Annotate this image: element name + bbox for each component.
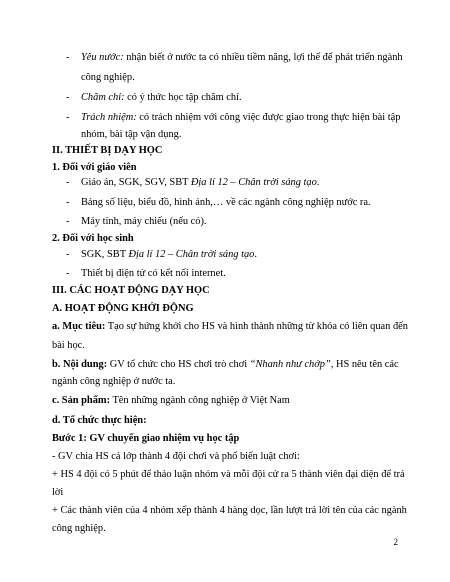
bullet-dash: - bbox=[66, 249, 70, 260]
bullet-dash: - bbox=[66, 52, 70, 63]
bullet-text: nhận biết ở nước ta có nhiều tiềm năng, lợi thế để phát triển ngành bbox=[123, 52, 403, 63]
goal-label: a. Mục tiêu: bbox=[52, 321, 106, 332]
section-heading-activities: III. CÁC HOẠT ĐỘNG DẠY HỌC bbox=[52, 285, 210, 296]
section-heading-equipment: II. THIẾT BỊ DẠY HỌC bbox=[52, 145, 163, 156]
item-text: Bảng số liệu, biểu đồ, hình ảnh,… về các ngành công nghiệp nước ra. bbox=[81, 197, 371, 208]
step-heading: Bước 1: GV chuyển giao nhiệm vụ học tập bbox=[52, 433, 240, 444]
student-item bbox=[81, 267, 226, 281]
content-text: , HS nêu tên các bbox=[330, 359, 399, 370]
item-text: SGK, SBT bbox=[81, 249, 129, 260]
bullet-responsibility bbox=[81, 111, 400, 125]
item-text: Giáo án, SGK, SGV, SBT bbox=[81, 177, 191, 188]
content-paragraph bbox=[52, 358, 399, 372]
content-text: GV tổ chức cho HS chơi trò chơi bbox=[107, 359, 250, 370]
product-label: c. Sản phẩm: bbox=[52, 395, 111, 406]
bullet-dash: - bbox=[66, 197, 70, 208]
student-item bbox=[81, 248, 257, 262]
bullet-dash: - bbox=[66, 268, 70, 279]
subheading-teacher: 1. Đối với giáo viên bbox=[52, 162, 137, 173]
bullet-dash: - bbox=[66, 216, 70, 227]
goal-text: Tạo sự hứng khởi cho HS và hình thành những từ khóa có liên quan đến bbox=[105, 321, 408, 332]
body-paragraph: + Các thành viên của 4 nhóm xếp thành 4 hàng dọc, lần lượt trả lời tên của các ngành bbox=[52, 505, 407, 516]
item-text: . bbox=[254, 249, 257, 260]
bullet-label: Trách nhiệm: bbox=[81, 112, 137, 123]
content-continuation: ngành công nghiệp ở nước ta. bbox=[52, 376, 176, 387]
bullet-continuation: công nghiệp. bbox=[81, 72, 135, 83]
organization-heading: d. Tổ chức thực hiện: bbox=[52, 415, 147, 426]
teacher-item bbox=[81, 196, 371, 210]
bullet-patriotism bbox=[81, 51, 403, 65]
item-text: Máy tính, máy chiếu (nếu có). bbox=[81, 216, 207, 227]
body-paragraph-continuation: lời bbox=[52, 487, 64, 498]
body-paragraph: - GV chia HS cả lớp thành 4 đội chơi và phổ biến luật chơi: bbox=[52, 451, 300, 462]
page-number: 2 bbox=[393, 537, 398, 547]
item-text: Thiết bị điện tử có kết nối internet. bbox=[81, 268, 226, 279]
teacher-item bbox=[81, 215, 207, 229]
product-paragraph bbox=[52, 394, 290, 408]
body-paragraph: + HS 4 đội có 5 phút để thảo luận nhóm và mỗi đội cử ra 5 thành viên đại diện để trả bbox=[52, 469, 405, 480]
goal-paragraph bbox=[52, 320, 408, 334]
bullet-diligence bbox=[81, 91, 242, 105]
item-italic: Địa lí 12 – Chân trời sáng tạo bbox=[128, 249, 255, 260]
subheading-warmup: A. HOẠT ĐỘNG KHỞI ĐỘNG bbox=[52, 303, 194, 314]
bullet-continuation: nhóm, bài tập vận dụng. bbox=[81, 129, 182, 140]
teacher-item bbox=[81, 176, 319, 190]
bullet-text: có ý thức học tập chăm chỉ. bbox=[124, 92, 242, 103]
bullet-dash: - bbox=[66, 177, 70, 188]
bullet-text: có trách nhiệm với công việc được giao trong thực hiện bài tập bbox=[136, 112, 401, 123]
bullet-label: Chăm chỉ: bbox=[81, 92, 125, 103]
product-text: Tên những ngành công nghiệp ở Việt Nam bbox=[110, 395, 290, 406]
item-text: . bbox=[316, 177, 320, 188]
game-name: “Nhanh như chớp” bbox=[249, 359, 331, 370]
subheading-student: 2. Đối với học sinh bbox=[52, 233, 134, 244]
content-label: b. Nội dung: bbox=[52, 359, 108, 370]
item-italic: Địa lí 12 – Chân trời sáng tạo bbox=[190, 177, 317, 188]
bullet-dash: - bbox=[66, 92, 70, 103]
bullet-dash: - bbox=[66, 112, 70, 123]
bullet-label: Yêu nước: bbox=[81, 52, 124, 63]
body-paragraph-continuation: công nghiệp. bbox=[52, 523, 106, 534]
goal-continuation: bài học. bbox=[52, 340, 85, 351]
